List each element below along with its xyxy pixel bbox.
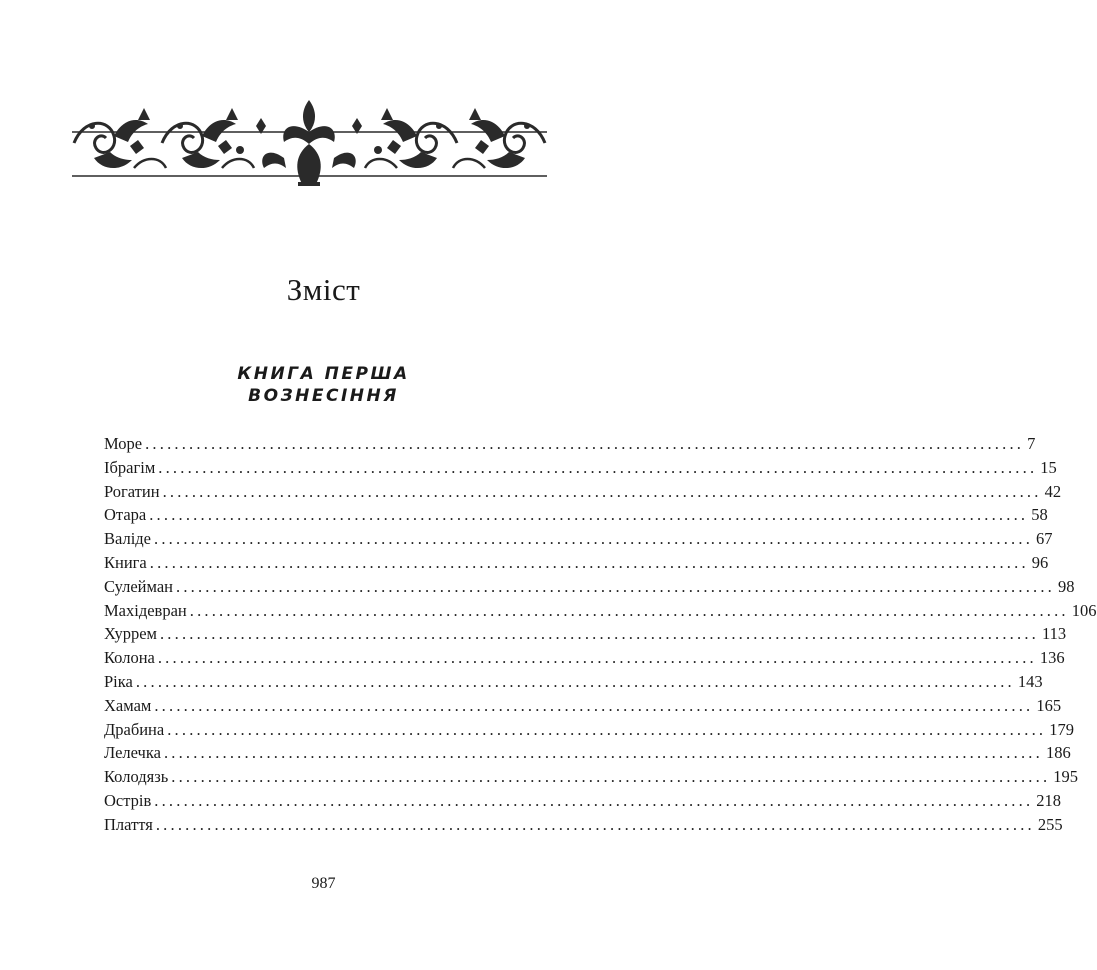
toc-entry[interactable] [104, 694, 1062, 718]
toc-entry-title: Хамам [104, 695, 152, 715]
toc-leader-dots: ........................................................................................................................ [162, 481, 1042, 501]
toc-entry-title: Махідевран [104, 600, 187, 620]
toc-entry[interactable] [104, 456, 1057, 480]
book-heading-line1: КНИГА ПЕРША [237, 364, 410, 384]
toc-entry[interactable] [104, 599, 1097, 623]
toc-entry[interactable] [104, 503, 1048, 527]
toc-entry-title: Лелечка [104, 743, 161, 763]
toc-entry-page: 98 [1058, 576, 1075, 596]
toc-leader-dots: ........................................................................................................................ [135, 671, 1015, 691]
toc-entry-page: 179 [1049, 719, 1074, 739]
toc-entry-page: 186 [1045, 743, 1071, 763]
toc-entry-page: 67 [1036, 529, 1053, 549]
toc-leader-dots: ........................................................................................................................ [154, 695, 1034, 715]
toc-entry[interactable] [104, 527, 1053, 551]
page-title: Зміст [286, 272, 361, 307]
toc-entry-title: Колона [104, 648, 155, 668]
toc-entry[interactable] [104, 741, 1071, 765]
toc-leader-dots: ........................................................................................................................ [176, 576, 1055, 596]
toc-entry-title: Рогатин [104, 481, 160, 501]
toc-entry-title: Острів [104, 790, 152, 810]
toc-leader-dots: ........................................................................................................................ [159, 624, 1039, 644]
toc-entry-page: 7 [1027, 434, 1036, 453]
toc-entry-page: 218 [1036, 790, 1062, 810]
toc-leader-dots: ........................................................................................................................ [163, 743, 1043, 763]
toc-entry-title: Ібрагім [104, 457, 156, 477]
toc-entry[interactable] [104, 646, 1065, 670]
toc-entry-title: Драбина [104, 719, 165, 739]
toc-leader-dots: ........................................................................................................................ [189, 600, 1069, 620]
toc-entry-page: 165 [1036, 695, 1062, 715]
toc-entry-page: 136 [1039, 648, 1065, 668]
toc-entry-page: 113 [1041, 624, 1067, 644]
toc-entry-page: 15 [1040, 457, 1057, 477]
toc-entry[interactable] [104, 551, 1049, 575]
toc-leader-dots: ........................................................................................................................ [149, 505, 1029, 525]
toc-entry[interactable] [104, 813, 1063, 837]
toc-entry-title: Сулейман [104, 576, 173, 596]
toc-leader-dots: ........................................................................................................................ [154, 529, 1034, 549]
toc-entry[interactable] [104, 575, 1075, 599]
toc-entry-page: 106 [1071, 600, 1097, 620]
toc-entry-page: 96 [1031, 552, 1049, 572]
toc-entry[interactable] [104, 718, 1074, 742]
toc-leader-dots: ........................................................................................................................ [157, 648, 1037, 668]
toc-entry-title: Валіде [104, 529, 152, 549]
toc-entry-page: 255 [1037, 814, 1063, 834]
toc-entry-title: Отара [104, 505, 147, 525]
toc-leader-dots: ........................................................................................................................ [149, 552, 1029, 572]
toc-entry-title: Море [104, 434, 143, 453]
toc-entry-title: Колодязь [104, 767, 169, 787]
toc-entry-title: Ріка [104, 671, 133, 691]
toc-entry[interactable] [104, 480, 1062, 504]
toc-leader-dots: ........................................................................................................................ [171, 767, 1051, 787]
toc-entry-page: 58 [1031, 505, 1048, 525]
floral-scroll-ornament-icon [72, 98, 547, 188]
toc-entry-page: 42 [1044, 481, 1062, 501]
toc-leader-dots: ........................................................................................................................ [158, 457, 1038, 477]
toc-entry-page: 143 [1017, 671, 1043, 691]
table-of-contents [104, 432, 1097, 837]
toc-entry-title: Книга [104, 552, 147, 572]
toc-entry[interactable] [104, 765, 1079, 789]
toc-entry[interactable] [104, 789, 1062, 813]
toc-leader-dots: ........................................................................................................................ [167, 719, 1047, 739]
book-heading-line2: ВОЗНЕСІННЯ [248, 386, 399, 406]
toc-entry-title: Хуррем [104, 624, 157, 644]
toc-leader-dots: ........................................................................................................................ [155, 814, 1035, 834]
footer-page-number: 987 [311, 875, 336, 892]
toc-entry-title: Плаття [104, 814, 153, 834]
toc-entry[interactable] [104, 622, 1067, 646]
toc-leader-dots: ........................................................................................................................ [145, 434, 1025, 453]
toc-entry-page: 195 [1053, 767, 1079, 787]
toc-entry[interactable] [104, 670, 1043, 694]
toc-leader-dots: ........................................................................................................................ [154, 790, 1034, 810]
toc-entry[interactable] [104, 432, 1036, 456]
